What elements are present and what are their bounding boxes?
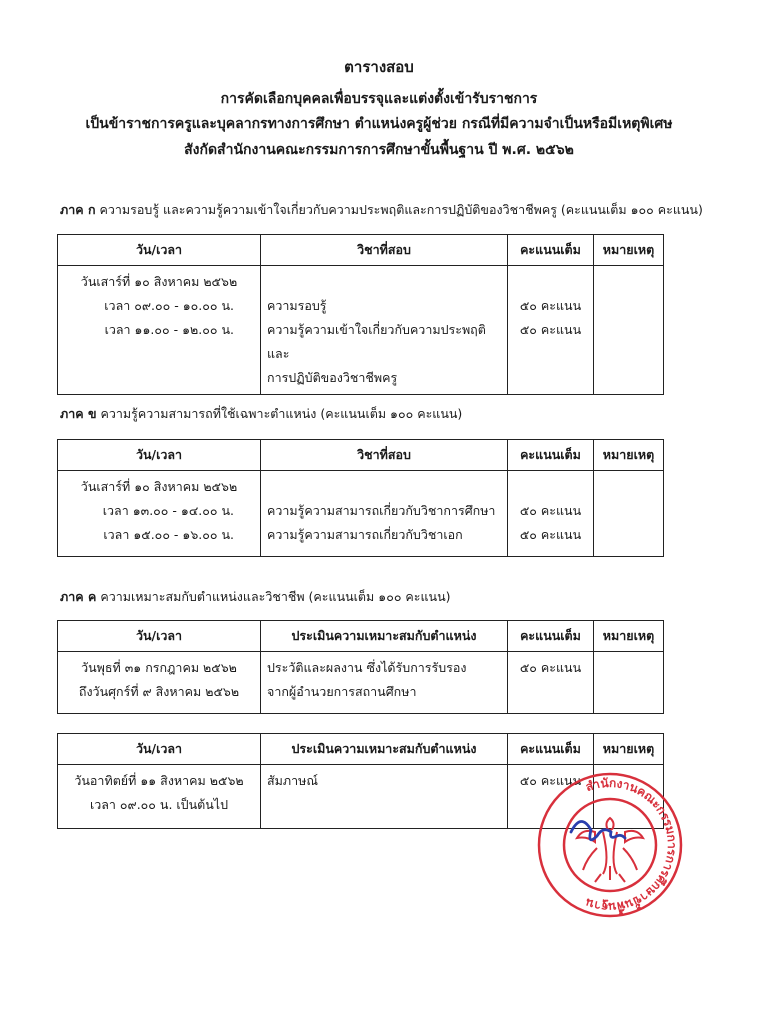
section-c-heading: [60, 588, 451, 606]
score-1: ๕๐ คะแนน: [519, 298, 582, 313]
exam-time-2: เวลา ๑๑.๐๐ - ๑๒.๐๐ น.: [104, 322, 234, 337]
exam-time-2: เวลา ๑๕.๐๐ - ๑๖.๐๐ น.: [103, 527, 234, 542]
score-2: ๕๐ คะแนน: [519, 322, 582, 337]
col-header-subject: วิชาที่สอบ: [261, 440, 508, 471]
section-c-label: ภาค ค: [60, 589, 97, 604]
exam-time-1: เวลา ๑๓.๐๐ - ๑๔.๐๐ น.: [102, 503, 234, 518]
score-cell: [508, 652, 594, 714]
section-a-table: [57, 234, 664, 395]
garuda-emblem-icon: [577, 818, 643, 882]
score: ๕๐ คะแนน: [519, 660, 582, 675]
col-header-assessment: ประเมินความเหมาะสมกับตำแหน่ง: [261, 621, 508, 652]
score-cell: [508, 266, 594, 395]
exam-date-start: วันพุธที่ ๓๑ กรกฎาคม ๒๕๖๒: [81, 660, 237, 675]
exam-date: วันอาทิตย์ที่ ๑๑ สิงหาคม ๒๕๖๒: [74, 773, 244, 788]
note-cell: [594, 471, 664, 557]
assessment-cell: [261, 765, 508, 829]
subject-cell: [261, 471, 508, 557]
subject-cell: [261, 266, 508, 395]
exam-time: เวลา ๐๙.๐๐ น. เป็นต้นไป: [89, 797, 229, 812]
datetime-cell: [58, 765, 261, 829]
table-row: [58, 471, 664, 557]
note-cell: [594, 652, 664, 714]
subtitle-line-3: เป็นข้าราชการครูและบุคลากรทางการศึกษา ตำแหน่งครูผู้ช่วย กรณีที่มีความจำเป็นหรือมีเหตุพิเศษ: [85, 116, 673, 132]
subject-1: ความรอบรู้: [267, 298, 327, 313]
note-cell: [594, 266, 664, 395]
col-header-note: หมายเหตุ: [594, 235, 664, 266]
section-a-heading: [60, 201, 703, 219]
col-header-datetime: วัน/เวลา: [58, 734, 261, 765]
assessment-cell: [261, 652, 508, 714]
section-b-desc: ความรู้ความสามารถที่ใช้เฉพาะตำแหน่ง (คะแนนเต็ม ๑๐๐ คะแนน): [100, 406, 463, 421]
section-b-heading: [60, 405, 462, 423]
assessment-item-1: ประวัติและผลงาน ซึ่งได้รับการรับรอง: [267, 660, 467, 675]
col-header-score: คะแนนเต็ม: [508, 621, 594, 652]
exam-date: วันเสาร์ที่ ๑๐ สิงหาคม ๒๕๖๒: [80, 479, 238, 494]
table-header-row: [58, 734, 664, 765]
section-b-label: ภาค ข: [60, 406, 97, 421]
seal-text: สำนักงานคณะกรรมการการศึกษาขั้นพื้นฐาน: [583, 775, 680, 915]
col-header-datetime: วัน/เวลา: [58, 440, 261, 471]
table-row: [58, 652, 664, 714]
subtitle-line-4: สังกัดสำนักงานคณะกรรมการการศึกษาขั้นพื้นฐาน ปี พ.ศ. ๒๕๖๒: [184, 142, 574, 158]
assessment-item-2: จากผู้อำนวยการสถานศึกษา: [267, 684, 417, 699]
exam-date: วันเสาร์ที่ ๑๐ สิงหาคม ๒๕๖๒: [80, 274, 238, 289]
datetime-cell: [58, 266, 261, 395]
datetime-cell: [58, 652, 261, 714]
table-header-row: [58, 440, 664, 471]
col-header-score: คะแนนเต็ม: [508, 734, 594, 765]
subject-1: ความรู้ความสามารถเกี่ยวกับวิชาการศึกษา: [267, 503, 496, 518]
table-header-row: [58, 235, 664, 266]
subtitle-line-2: การคัดเลือกบุคคลเพื่อบรรจุและแต่งตั้งเข้ารับราชการ: [220, 91, 538, 107]
col-header-datetime: วัน/เวลา: [58, 621, 261, 652]
subject-2a: ความรู้ความเข้าใจเกี่ยวกับความประพฤติและ: [267, 322, 486, 361]
subject-2b: การปฏิบัติของวิชาชีพครู: [267, 370, 398, 385]
col-header-note: หมายเหตุ: [594, 734, 664, 765]
col-header-datetime: วัน/เวลา: [58, 235, 261, 266]
official-seal-icon: [535, 770, 685, 920]
col-header-score: คะแนนเต็ม: [508, 440, 594, 471]
col-header-score: คะแนนเต็ม: [508, 235, 594, 266]
table-row: [58, 266, 664, 395]
score-cell: [508, 471, 594, 557]
section-c-desc: ความเหมาะสมกับตำแหน่งและวิชาชีพ (คะแนนเต็ม ๑๐๐ คะแนน): [100, 589, 451, 604]
svg-text:สำนักงานคณะกรรมการการศึกษาขั้น: [583, 776, 679, 917]
section-c-table: [57, 620, 664, 714]
col-header-subject: วิชาที่สอบ: [261, 235, 508, 266]
section-a-desc: ความรอบรู้ และความรู้ความเข้าใจเกี่ยวกับความประพฤติและการปฏิบัติของวิชาชีพครู (คะแนนเต็ม ๑๐๐ คะแนน): [99, 202, 703, 217]
table-header-row: [58, 621, 664, 652]
assessment-item: สัมภาษณ์: [267, 773, 318, 788]
exam-date-end: ถึงวันศุกร์ที่ ๙ สิงหาคม ๒๕๖๒: [78, 684, 240, 699]
score-1: ๕๐ คะแนน: [519, 503, 582, 518]
exam-time-1: เวลา ๐๙.๐๐ - ๑๐.๐๐ น.: [104, 298, 234, 313]
col-header-assessment: ประเมินความเหมาะสมกับตำแหน่ง: [261, 734, 508, 765]
section-a-label: ภาค ก: [60, 202, 96, 217]
subject-2: ความรู้ความสามารถเกี่ยวกับวิชาเอก: [267, 527, 463, 542]
datetime-cell: [58, 471, 261, 557]
score: ๕๐ คะแนน: [519, 773, 582, 788]
section-b-table: [57, 439, 664, 557]
col-header-note: หมายเหตุ: [594, 440, 664, 471]
score-2: ๕๐ คะแนน: [519, 527, 582, 542]
col-header-note: หมายเหตุ: [594, 621, 664, 652]
page-title: ตารางสอบ: [344, 58, 414, 76]
